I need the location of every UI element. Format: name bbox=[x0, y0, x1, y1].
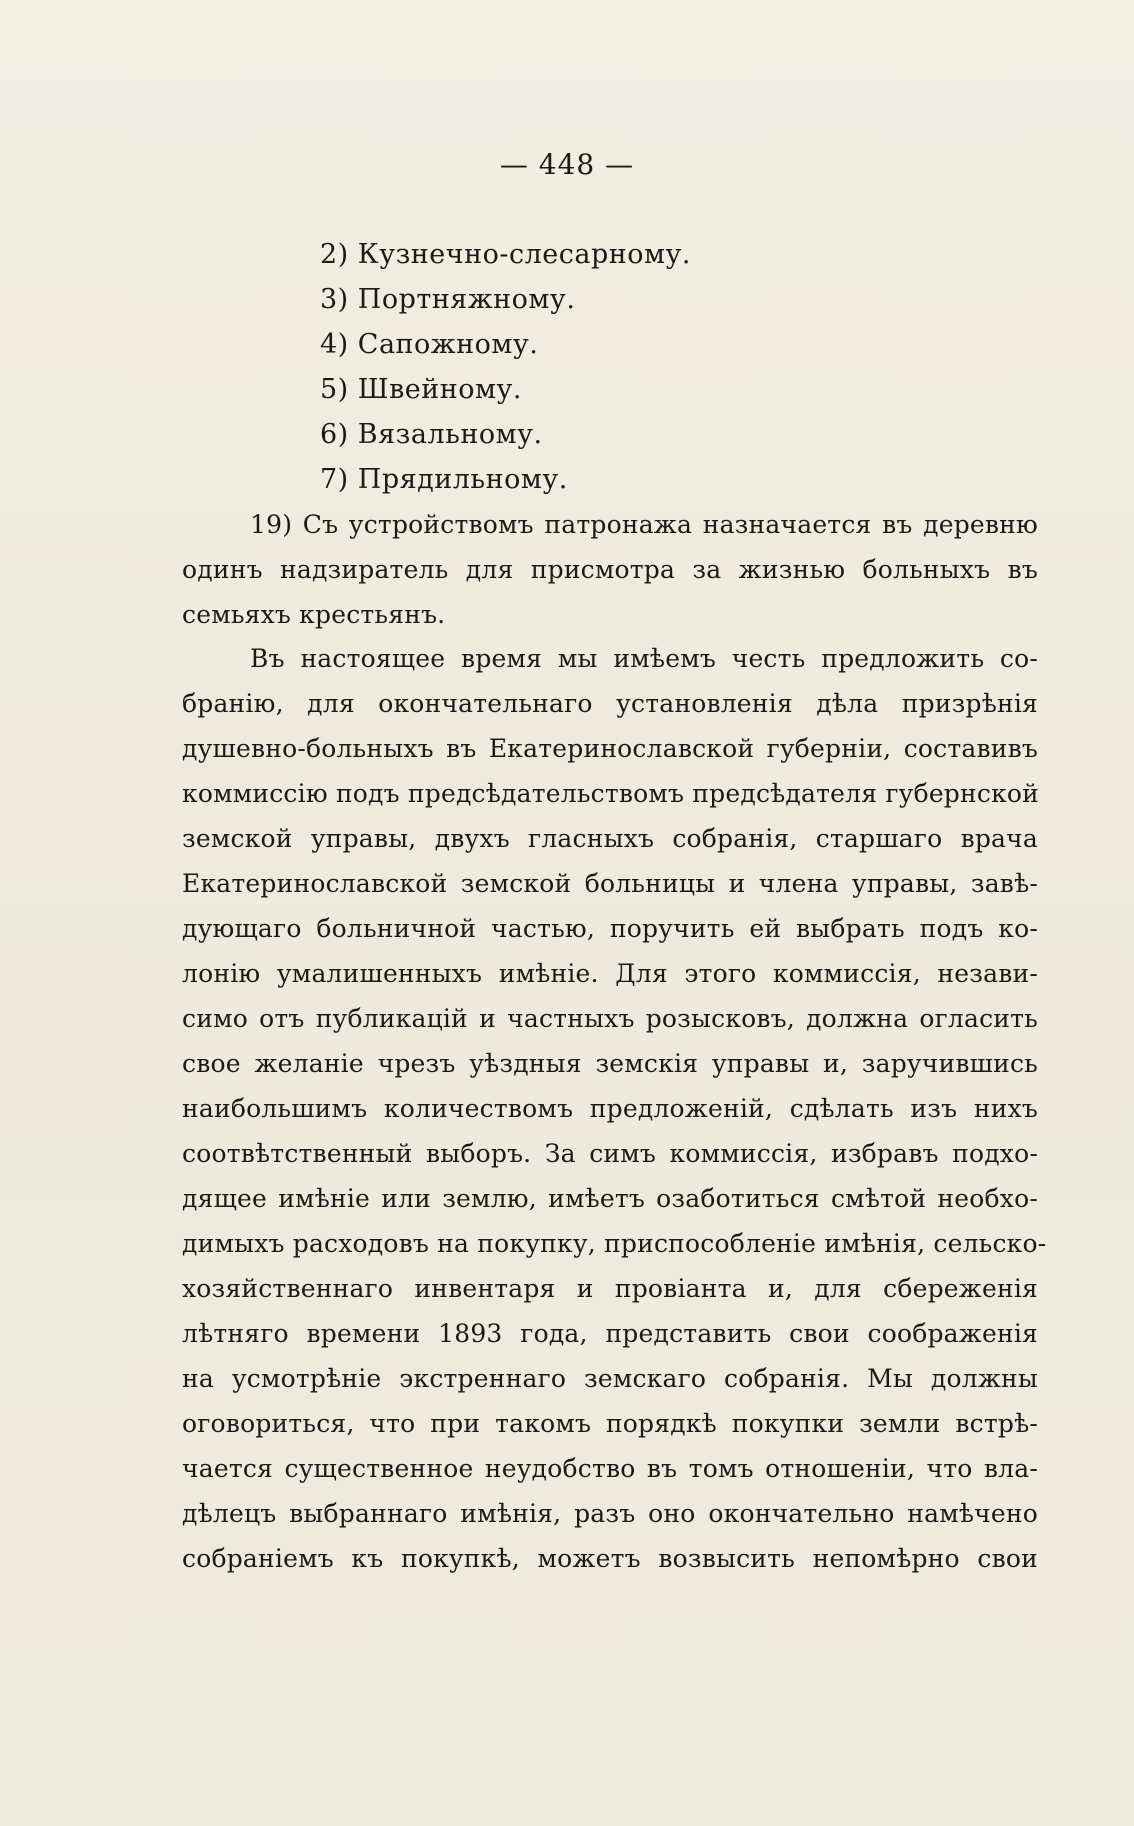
text-line: оговориться, что при такомъ порядкѣ покупки земли встрѣ- bbox=[182, 1409, 1038, 1438]
workshop-list bbox=[320, 232, 691, 502]
text-line: земской управы, двухъ гласныхъ собранія, старшаго врача bbox=[182, 824, 1038, 853]
list-item: 7) Прядильному. bbox=[320, 464, 568, 495]
page-number: — 448 — bbox=[499, 148, 635, 181]
paragraph-main bbox=[182, 636, 1047, 1581]
text-line: димыхъ расходовъ на покупку, приспособленіе имѣнія, сельско- bbox=[182, 1229, 1047, 1258]
text-line: Въ настоящее время мы имѣемъ честь предложить со- bbox=[250, 644, 1038, 673]
text-line: дящее имѣніе или землю, имѣетъ озаботиться смѣтой необхо- bbox=[182, 1184, 1038, 1213]
text-line: свое желаніе чрезъ уѣздныя земскія управы и, заручившись bbox=[182, 1049, 1038, 1078]
text-line: хозяйственнаго инвентаря и провіанта и, для сбереженія bbox=[182, 1274, 1038, 1303]
text-line: дѣлецъ выбраннаго имѣнія, разъ оно окончательно намѣчено bbox=[182, 1499, 1038, 1528]
text-line: коммиссію подъ предсѣдательствомъ предсѣдателя губернской bbox=[182, 779, 1040, 808]
list-item: 6) Вязальному. bbox=[320, 419, 543, 450]
text-line: бранію, для окончательнаго установленія дѣла призрѣнія bbox=[182, 689, 1038, 718]
list-item: 4) Сапожному. bbox=[320, 329, 539, 360]
text-line: семьяхъ крестьянъ. bbox=[182, 600, 446, 629]
text-line: собраніемъ къ покупкѣ, можетъ возвысить непомѣрно свои bbox=[182, 1544, 1038, 1573]
text-line: чается существенное неудобство въ томъ отношеніи, что вла- bbox=[182, 1454, 1038, 1483]
text-line: 19) Съ устройствомъ патронажа назначается въ деревню bbox=[250, 510, 1038, 539]
text-line: лонію умалишенныхъ имѣніе. Для этого коммиссія, незави- bbox=[182, 959, 1038, 988]
text-line: на усмотрѣніе экстреннаго земскаго собранія. Мы должны bbox=[182, 1364, 1038, 1393]
text-line: симо отъ публикацій и частныхъ розысковъ, должна огласить bbox=[182, 1004, 1038, 1033]
text-line: Екатеринославской земской больницы и члена управы, завѣ- bbox=[182, 869, 1038, 898]
list-item: 2) Кузнечно-слесарному. bbox=[320, 239, 691, 270]
text-line: лѣтняго времени 1893 года, представить свои соображенія bbox=[182, 1319, 1038, 1348]
list-item: 3) Портняжному. bbox=[320, 284, 576, 315]
text-line: наибольшимъ количествомъ предложеній, сдѣлать изъ нихъ bbox=[182, 1094, 1038, 1123]
text-line: соотвѣтственный выборъ. За симъ коммиссія, избравъ подхо- bbox=[182, 1139, 1038, 1168]
text-line: одинъ надзиратель для присмотра за жизнью больныхъ въ bbox=[182, 555, 1038, 584]
text-line: душевно-больныхъ въ Екатеринославской губерніи, составивъ bbox=[182, 734, 1038, 763]
paragraph-19 bbox=[182, 502, 1038, 637]
text-line: дующаго больничной частью, поручить ей выбрать подъ ко- bbox=[182, 914, 1038, 943]
list-item: 5) Швейному. bbox=[320, 374, 523, 405]
